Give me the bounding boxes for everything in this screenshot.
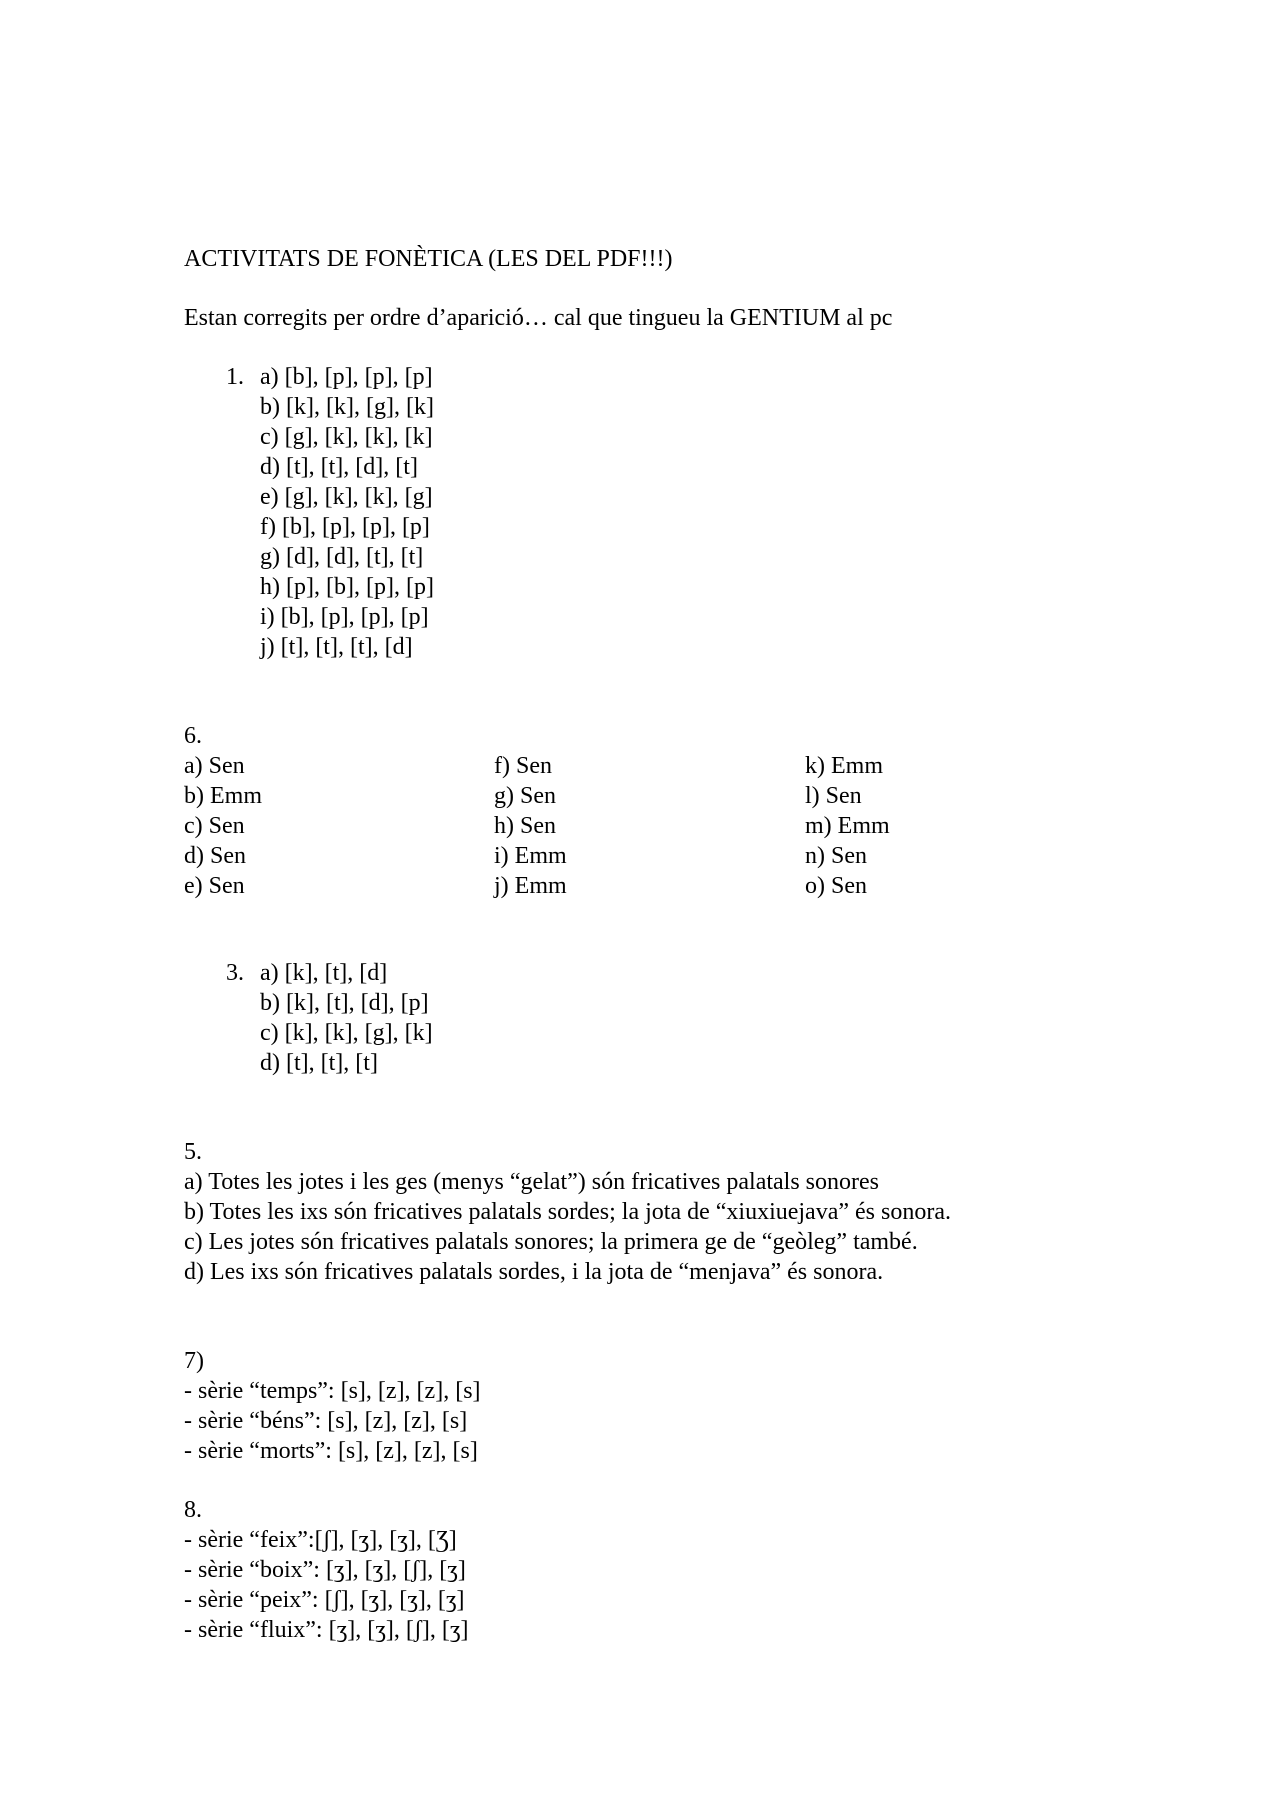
list-item: a) Sen: [184, 753, 245, 779]
section-7-heading: 7): [184, 1348, 204, 1374]
section-5: [184, 1137, 951, 1287]
list-item: b) Emm: [184, 783, 262, 809]
section-6-column-1: [184, 751, 262, 901]
list-item: d) [t], [t], [t]: [260, 1050, 378, 1076]
section-6-column-3: [805, 751, 890, 901]
list-item: i) [b], [p], [p], [p]: [260, 604, 429, 630]
page-title: ACTIVITATS DE FONÈTICA (LES DEL PDF!!!): [184, 246, 673, 272]
list-item: - sèrie “béns”: [s], [z], [z], [s]: [184, 1408, 468, 1434]
list-item: a) [b], [p], [p], [p]: [260, 364, 433, 390]
list-item: l) Sen: [805, 783, 862, 809]
section-1-number: 1.: [226, 364, 244, 390]
section-6-heading: 6.: [184, 723, 202, 749]
list-item: d) [t], [t], [d], [t]: [260, 454, 418, 480]
list-item: h) Sen: [494, 813, 556, 839]
section-8-heading: 8.: [184, 1497, 202, 1523]
list-item: - sèrie “morts”: [s], [z], [z], [s]: [184, 1438, 478, 1464]
section-8: [184, 1495, 468, 1645]
list-item: n) Sen: [805, 843, 867, 869]
list-item: - sèrie “boix”: [ʒ], [ʒ], [ʃ], [ʒ]: [184, 1557, 466, 1583]
list-item: f) Sen: [494, 753, 552, 779]
list-item: f) [b], [p], [p], [p]: [260, 514, 430, 540]
list-item: a) [k], [t], [d]: [260, 960, 388, 986]
list-item: m) Emm: [805, 813, 890, 839]
list-item: g) [d], [d], [t], [t]: [260, 544, 424, 570]
list-item: h) [p], [b], [p], [p]: [260, 574, 434, 600]
list-item: c) Les jotes són fricatives palatals sonores; la primera ge de “geòleg” també.: [184, 1229, 918, 1255]
list-item: k) Emm: [805, 753, 883, 779]
list-item: - sèrie “peix”: [ʃ], [ʒ], [ʒ], [ʒ]: [184, 1587, 465, 1613]
list-item: b) Totes les ixs són fricatives palatals sordes; la jota de “xiuxiuejava” és sonora.: [184, 1199, 951, 1225]
list-item: d) Les ixs són fricatives palatals sordes, i la jota de “menjava” és sonora.: [184, 1259, 884, 1285]
intro-text: Estan corregits per ordre d’aparició… cal que tingueu la GENTIUM al pc: [184, 305, 893, 331]
list-item: j) Emm: [494, 873, 567, 899]
list-item: b) [k], [k], [g], [k]: [260, 394, 434, 420]
section-1-list: [260, 362, 434, 662]
section-3-list: [260, 958, 433, 1078]
list-item: a) Totes les jotes i les ges (menys “gelat”) són fricatives palatals sonores: [184, 1169, 880, 1195]
section-5-heading: 5.: [184, 1139, 202, 1165]
list-item: g) Sen: [494, 783, 556, 809]
list-item: c) [k], [k], [g], [k]: [260, 1020, 433, 1046]
list-item: - sèrie “feix”:[ʃ], [ʒ], [ʒ], [Ʒ]: [184, 1527, 457, 1553]
list-item: - sèrie “temps”: [s], [z], [z], [s]: [184, 1378, 481, 1404]
list-item: b) [k], [t], [d], [p]: [260, 990, 429, 1016]
section-6-column-2: [494, 751, 567, 901]
list-item: j) [t], [t], [t], [d]: [260, 634, 413, 660]
section-3-number: 3.: [226, 960, 244, 986]
list-item: c) Sen: [184, 813, 245, 839]
list-item: o) Sen: [805, 873, 867, 899]
list-item: - sèrie “fluix”: [ʒ], [ʒ], [ʃ], [ʒ]: [184, 1617, 469, 1643]
list-item: i) Emm: [494, 843, 567, 869]
list-item: e) Sen: [184, 873, 245, 899]
list-item: c) [g], [k], [k], [k]: [260, 424, 433, 450]
list-item: e) [g], [k], [k], [g]: [260, 484, 433, 510]
section-7: [184, 1346, 481, 1466]
list-item: d) Sen: [184, 843, 246, 869]
